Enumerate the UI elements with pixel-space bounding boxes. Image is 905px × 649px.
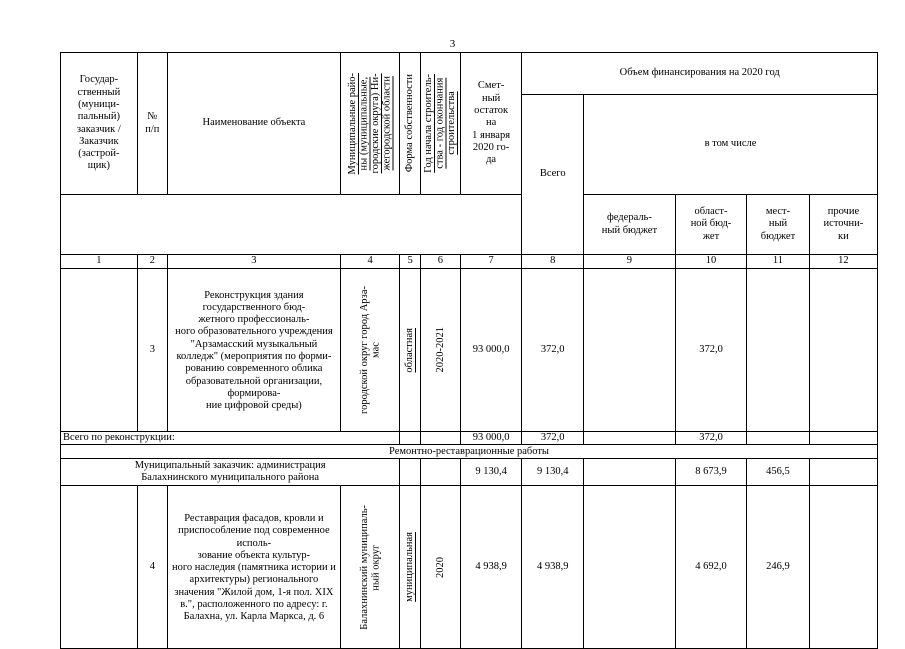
subtotal-regional: 372,0: [675, 432, 746, 445]
header-customer: Государ- ственный (муници- пальный) заказчик / Заказчик (застрой- щик): [61, 53, 138, 195]
row3-total: 372,0: [522, 269, 584, 432]
customer-row: [61, 459, 878, 486]
row3-federal: [584, 269, 676, 432]
row4-district-text: Балахнинский муниципаль- ный округ: [358, 504, 382, 630]
column-number-row: [61, 255, 878, 269]
customer-regional: 8 673,9: [675, 459, 746, 486]
column-number: 1: [61, 255, 138, 269]
subtotal-total: 372,0: [522, 432, 584, 445]
row3-local: [747, 269, 810, 432]
subtotal-estimate: 93 000,0: [460, 432, 522, 445]
row3-ownership: [400, 269, 421, 432]
row4-name: Реставрация фасадов, кровли и приспособление под современное исполь- зование объекта культур- ного наследия (памятника истории и архитектуры) регионального значения "Жилой дом, 1-я пол. XIX в.", расположенного по адресу: г. Балахна, ул. Карла Маркса, д. 6: [167, 486, 340, 649]
column-number: 4: [340, 255, 399, 269]
row3-name: Реконструкция здания государственного бюд- жетного профессиональ- ного образовательного учреждения "Арзамасский музыкальный колледж" (мероприятия по форми- рованию современного облика образовательной организации, формирова- ние цифровой среды): [167, 269, 340, 432]
header-local: мест- ный бюджет: [747, 195, 810, 255]
row4-district: [340, 486, 399, 649]
row3-other: [809, 269, 877, 432]
header-district: [340, 53, 399, 195]
customer-federal: [584, 459, 676, 486]
row3-years: [420, 269, 460, 432]
header-spacer: [61, 195, 522, 255]
header-total: Всего: [522, 95, 584, 255]
row4-years: [420, 486, 460, 649]
row3-district: [340, 269, 399, 432]
row4-federal: [584, 486, 676, 649]
column-number: 2: [137, 255, 167, 269]
customer-local: 456,5: [747, 459, 810, 486]
column-number: 5: [400, 255, 421, 269]
header-estimate: Смет- ный остаток на 1 января 2020 го- да: [460, 53, 522, 195]
row4-estimate: 4 938,9: [460, 486, 522, 649]
customer-other: [809, 459, 877, 486]
column-number: 3: [167, 255, 340, 269]
header-row-3: [61, 195, 878, 255]
subtotal-years: [420, 432, 460, 445]
header-funding: Объем финансирования на 2020 год: [522, 53, 878, 95]
financing-table: [60, 52, 878, 649]
header-ownership-text: Форма собственности: [404, 74, 416, 173]
subtotal-row: [61, 432, 878, 445]
subtotal-other: [809, 432, 877, 445]
header-federal: федераль- ный бюджет: [584, 195, 676, 255]
table-row-3: [61, 269, 878, 432]
row3-estimate: 93 000,0: [460, 269, 522, 432]
header-including: в том числе: [584, 95, 878, 195]
column-number: 6: [420, 255, 460, 269]
customer-ownership: [400, 459, 421, 486]
row3-regional: 372,0: [675, 269, 746, 432]
column-number: 10: [675, 255, 746, 269]
column-number: 12: [809, 255, 877, 269]
subtotal-local: [747, 432, 810, 445]
header-num: № п/п: [137, 53, 167, 195]
column-number: 7: [460, 255, 522, 269]
row4-total: 4 938,9: [522, 486, 584, 649]
header-district-text: Муниципальные райо- ны (муниципальные, городские округа) Ни- жегородской области: [347, 72, 393, 175]
row4-ownership: [400, 486, 421, 649]
row3-years-text: 2020-2021: [434, 327, 446, 373]
customer-total: 9 130,4: [522, 459, 584, 486]
row4-local: 246,9: [747, 486, 810, 649]
column-number: 11: [747, 255, 810, 269]
row4-ownership-text: муниципальная: [404, 532, 416, 603]
row3-num: 3: [137, 269, 167, 432]
row3-district-text: городской округ город Арза- мас: [358, 286, 382, 414]
section-title: Ремонтно-реставрационные работы: [61, 445, 878, 459]
customer-estimate: 9 130,4: [460, 459, 522, 486]
subtotal-federal: [584, 432, 676, 445]
header-ownership: [400, 53, 421, 195]
header-years: [420, 53, 460, 195]
header-regional: област- ной бюд- жет: [675, 195, 746, 255]
customer-label: Муниципальный заказчик: администрация Балахнинского муниципального района: [61, 459, 400, 486]
header-row-1: [61, 53, 878, 95]
table-row-4: [61, 486, 878, 649]
column-number: 9: [584, 255, 676, 269]
column-number: 8: [522, 255, 584, 269]
subtotal-label: Всего по реконструкции:: [61, 432, 400, 445]
row4-customer: [61, 486, 138, 649]
page-number: 3: [449, 38, 456, 50]
row4-regional: 4 692,0: [675, 486, 746, 649]
row3-ownership-text: областная: [404, 327, 416, 373]
header-years-text: Год начала строитель- ства - год окончания строительства: [423, 74, 458, 173]
row4-years-text: 2020: [434, 556, 446, 578]
header-object-name: Наименование объекта: [167, 53, 340, 195]
row4-other: [809, 486, 877, 649]
row4-num: 4: [137, 486, 167, 649]
section-row: [61, 445, 878, 459]
row3-customer: [61, 269, 138, 432]
customer-years: [420, 459, 460, 486]
header-other: прочие источни- ки: [809, 195, 877, 255]
subtotal-ownership: [400, 432, 421, 445]
